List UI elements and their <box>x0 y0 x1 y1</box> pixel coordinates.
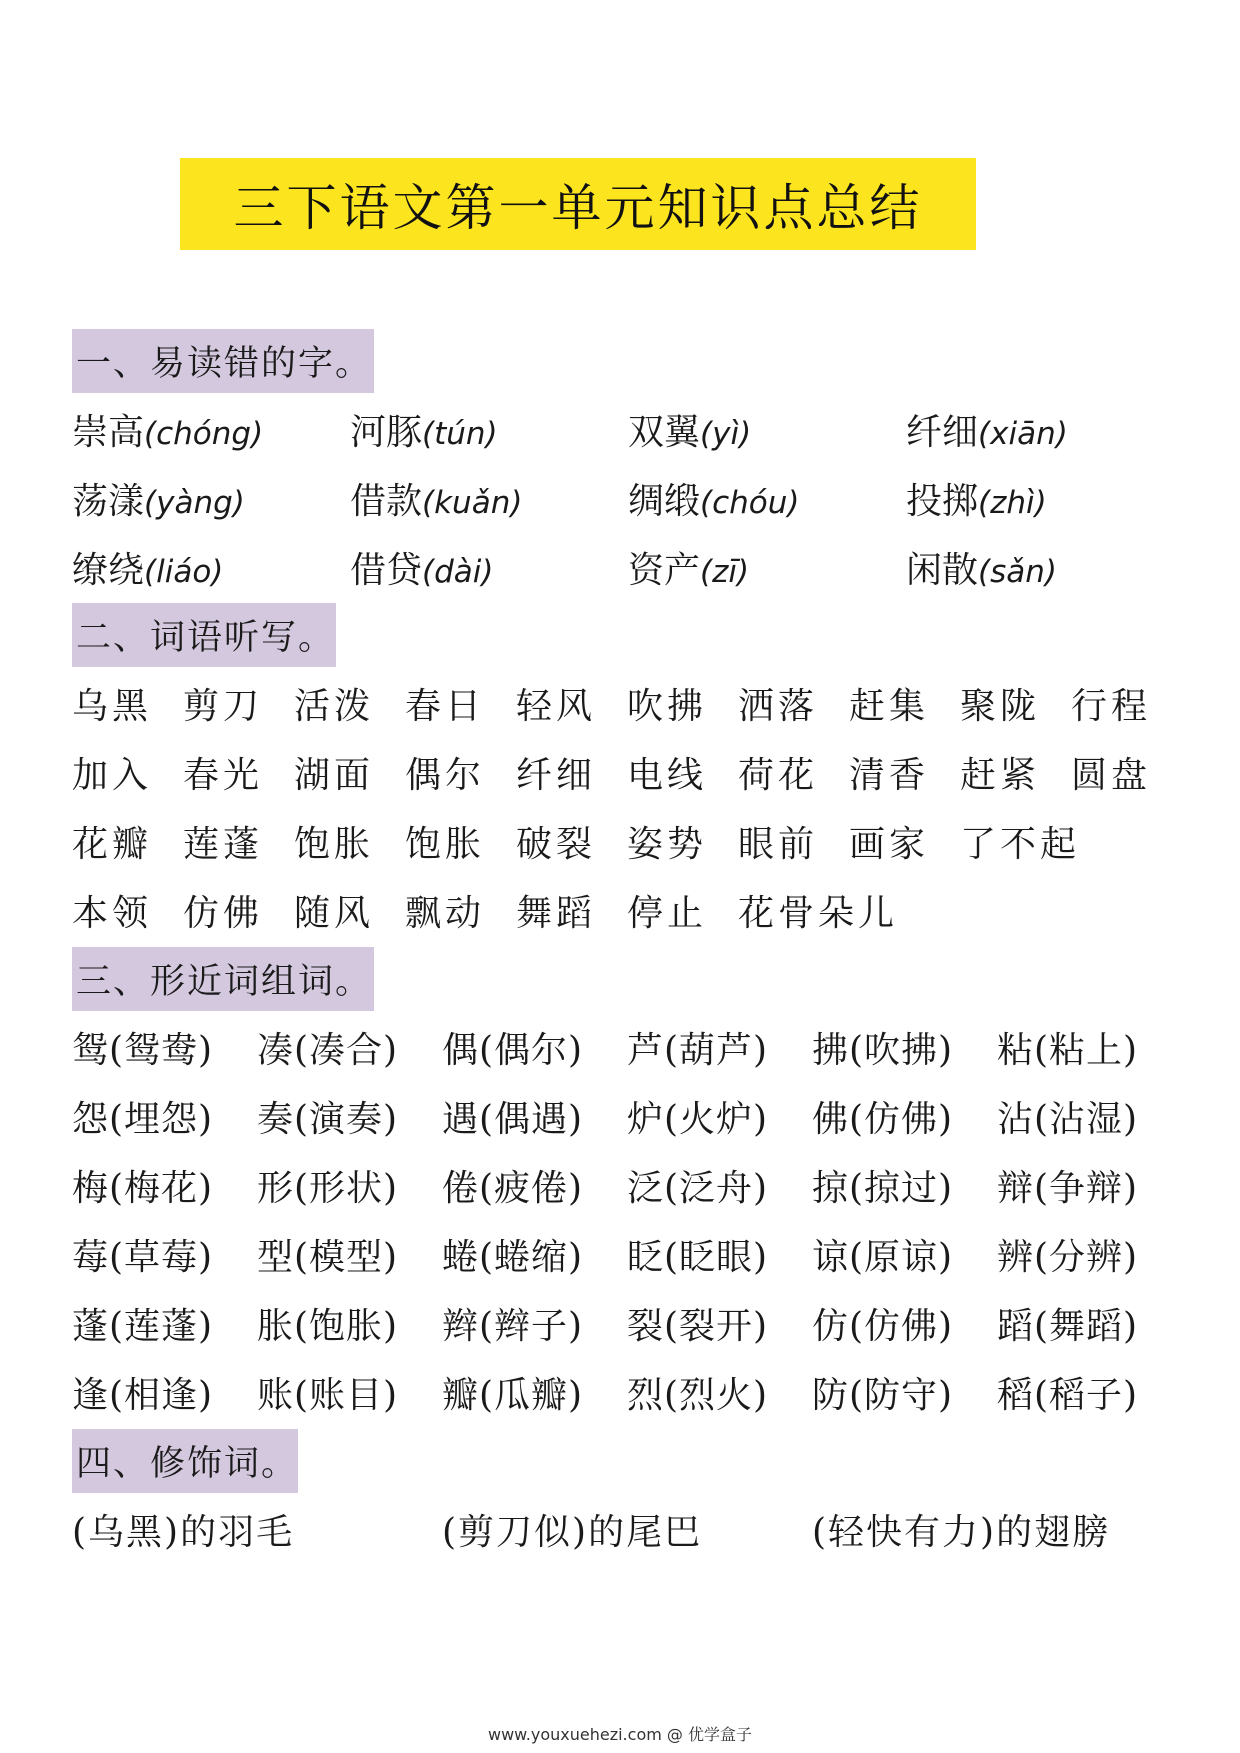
similar-char-item: 稻(稻子) <box>997 1375 1139 1416</box>
similar-char-item: 蓬(莲蓬) <box>72 1306 214 1347</box>
modifier-phrase: (轻快有力)的翅膀 <box>812 1512 1111 1553</box>
dictation-word: 圆盘 <box>1071 755 1152 796</box>
dictation-word: 电线 <box>627 755 708 796</box>
similar-char-item: 凑(凑合) <box>257 1030 399 1071</box>
similar-char-item: 仿(仿佛) <box>812 1306 954 1347</box>
pinyin-item: 资产(zī) <box>628 550 750 591</box>
similar-char-item: 眨(眨眼) <box>627 1237 769 1278</box>
similar-char-item: 辫(辫子) <box>442 1306 584 1347</box>
section-heading-2 <box>72 603 336 667</box>
dictation-word: 停止 <box>627 893 708 934</box>
dictation-word: 赶紧 <box>960 755 1041 796</box>
similar-char-item: 粘(粘上) <box>997 1030 1139 1071</box>
similar-char-item: 辨(分辨) <box>997 1237 1139 1278</box>
pinyin-item: 缭绕(liáo) <box>72 550 224 591</box>
pinyin-item: 双翼(yì) <box>628 412 752 453</box>
section-heading-1-text: 一、易读错的字。 <box>76 344 373 384</box>
dictation-word: 轻风 <box>516 686 597 727</box>
similar-char-item: 逢(相逢) <box>72 1375 214 1416</box>
dictation-word: 本领 <box>72 893 153 934</box>
similar-char-item: 倦(疲倦) <box>442 1168 584 1209</box>
similar-char-item: 瓣(瓜瓣) <box>442 1375 584 1416</box>
similar-char-item: 佛(仿佛) <box>812 1099 954 1140</box>
similar-char-item: 蜷(蜷缩) <box>442 1237 584 1278</box>
page-title: 三下语文第一单元知识点总结 <box>233 179 923 237</box>
similar-char-item: 遇(偶遇) <box>442 1099 584 1140</box>
modifier-phrase: (乌黑)的羽毛 <box>72 1512 295 1553</box>
footer-watermark: www.youxuehezi.com @ 优学盒子 <box>488 1725 752 1744</box>
dictation-word: 春日 <box>405 686 486 727</box>
dictation-word: 湖面 <box>294 755 375 796</box>
similar-char-item: 拂(吹拂) <box>812 1030 954 1071</box>
dictation-word: 活泼 <box>294 686 375 727</box>
dictation-word: 饱胀 <box>405 824 486 865</box>
similar-char-item: 鸳(鸳鸯) <box>72 1030 214 1071</box>
pinyin-item: 闲散(sǎn) <box>906 550 1057 591</box>
pinyin-item: 借款(kuǎn) <box>350 481 523 522</box>
dictation-word: 清香 <box>849 755 930 796</box>
similar-char-item: 形(形状) <box>257 1168 399 1209</box>
similar-char-item: 型(模型) <box>257 1237 399 1278</box>
similar-char-item: 胀(饱胀) <box>257 1306 399 1347</box>
similar-char-item: 辩(争辩) <box>997 1168 1139 1209</box>
dictation-word: 行程 <box>1071 686 1152 727</box>
section-heading-4-text: 四、修饰词。 <box>76 1444 299 1484</box>
dictation-word: 赶集 <box>849 686 930 727</box>
dictation-word: 聚陇 <box>960 686 1041 727</box>
dictation-word: 剪刀 <box>183 686 264 727</box>
similar-char-item: 账(账目) <box>257 1375 399 1416</box>
similar-char-item: 防(防守) <box>812 1375 954 1416</box>
dictation-word: 纤细 <box>516 755 597 796</box>
dictation-word: 舞蹈 <box>516 893 597 934</box>
title-banner <box>180 158 976 250</box>
section-heading-4 <box>72 1429 298 1493</box>
pinyin-item: 投掷(zhì) <box>906 481 1047 522</box>
similar-char-item: 怨(埋怨) <box>72 1099 214 1140</box>
dictation-word: 莲蓬 <box>183 824 264 865</box>
dictation-word: 随风 <box>294 893 375 934</box>
similar-char-item: 沾(沾湿) <box>997 1099 1139 1140</box>
similar-char-item: 奏(演奏) <box>257 1099 399 1140</box>
similar-char-item: 谅(原谅) <box>812 1237 954 1278</box>
dictation-word: 破裂 <box>516 824 597 865</box>
similar-char-item: 蹈(舞蹈) <box>997 1306 1139 1347</box>
section-heading-1 <box>72 329 374 393</box>
similar-char-item: 裂(裂开) <box>627 1306 769 1347</box>
dictation-word: 洒落 <box>738 686 819 727</box>
similar-char-item: 泛(泛舟) <box>627 1168 769 1209</box>
modifier-phrase: (剪刀似)的尾巴 <box>442 1512 703 1553</box>
pinyin-item: 绸缎(chóu) <box>628 481 800 522</box>
section-heading-2-text: 二、词语听写。 <box>76 618 336 658</box>
dictation-word: 偶尔 <box>405 755 486 796</box>
dictation-word: 飘动 <box>405 893 486 934</box>
dictation-word: 姿势 <box>627 824 708 865</box>
similar-char-item: 偶(偶尔) <box>442 1030 584 1071</box>
similar-char-item: 莓(草莓) <box>72 1237 214 1278</box>
section-heading-3-text: 三、形近词组词。 <box>76 962 373 1002</box>
pinyin-item: 借贷(dài) <box>350 550 494 591</box>
pinyin-item: 崇高(chóng) <box>72 412 264 453</box>
similar-char-item: 梅(梅花) <box>72 1168 214 1209</box>
dictation-word: 吹拂 <box>627 686 708 727</box>
dictation-word: 荷花 <box>738 755 819 796</box>
dictation-word: 花骨朵儿 <box>738 893 899 934</box>
dictation-word: 了不起 <box>960 824 1081 865</box>
dictation-word: 画家 <box>849 824 930 865</box>
similar-char-item: 烈(烈火) <box>627 1375 769 1416</box>
dictation-word: 春光 <box>183 755 264 796</box>
similar-char-item: 芦(葫芦) <box>627 1030 769 1071</box>
dictation-word: 花瓣 <box>72 824 153 865</box>
pinyin-item: 纤细(xiān) <box>906 412 1068 453</box>
dictation-word: 饱胀 <box>294 824 375 865</box>
dictation-word: 乌黑 <box>72 686 153 727</box>
dictation-word: 加入 <box>72 755 153 796</box>
dictation-word: 仿佛 <box>183 893 264 934</box>
pinyin-item: 荡漾(yàng) <box>72 481 245 522</box>
similar-char-item: 炉(火炉) <box>627 1099 769 1140</box>
dictation-word: 眼前 <box>738 824 819 865</box>
section-heading-3 <box>72 947 374 1011</box>
pinyin-item: 河豚(tún) <box>350 412 498 453</box>
similar-char-item: 掠(掠过) <box>812 1168 954 1209</box>
